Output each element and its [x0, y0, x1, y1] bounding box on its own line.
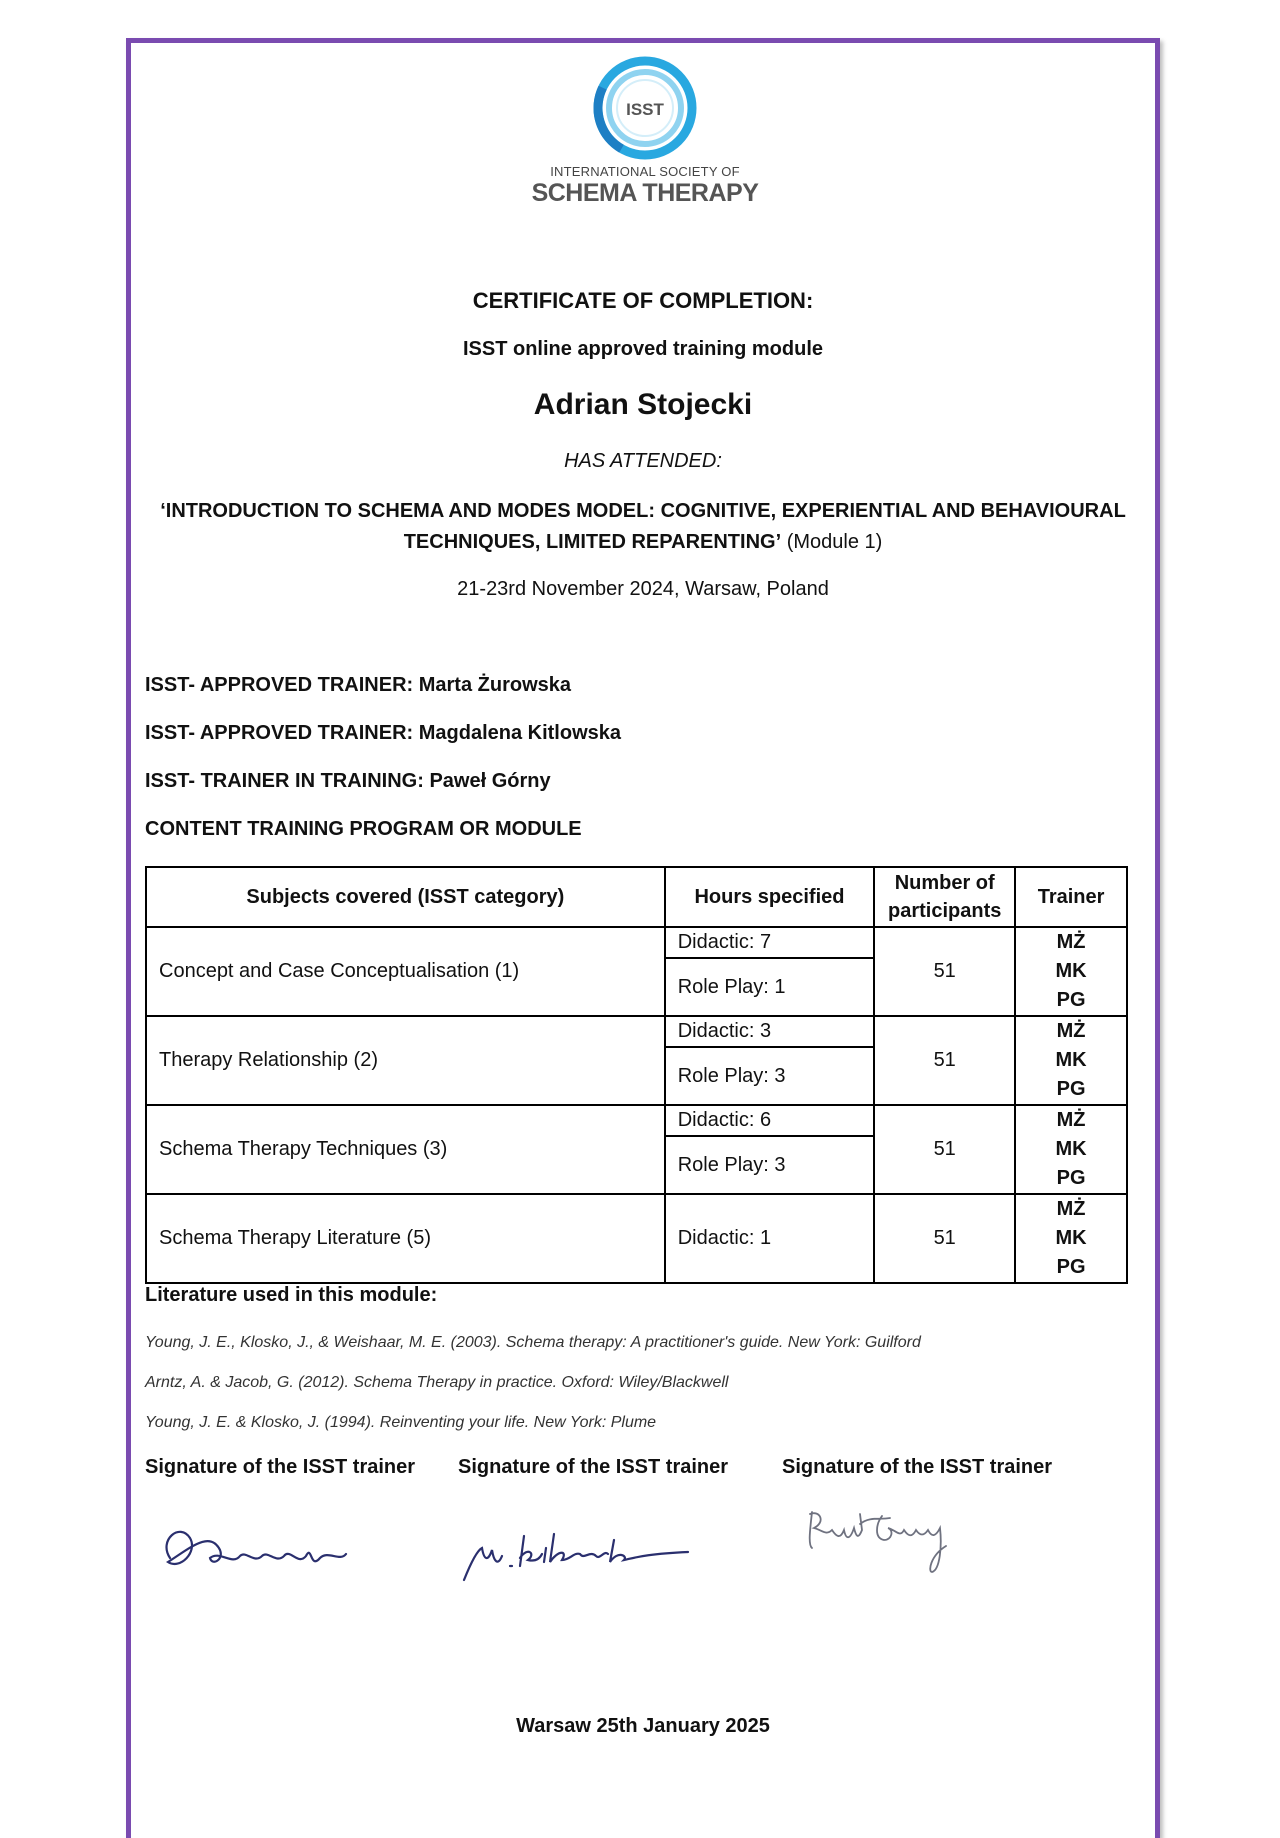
trainer-initials: MK	[1055, 1227, 1087, 1249]
recipient-name: Adrian Stojecki	[533, 388, 753, 421]
trainer-initials: PG	[1056, 1256, 1086, 1278]
hours-cell: Didactic: 6	[665, 1105, 875, 1136]
subject-cell: Concept and Case Conceptualisation (1)	[146, 927, 665, 1016]
signature-label-3: Signature of the ISST trainer	[782, 1456, 1053, 1478]
course-title-text: ‘INTRODUCTION TO SCHEMA AND MODES MODEL: COGNITIVE, EXPERIENTIAL AND BEHAVIOURAL TECHNIQUES, LIMITED REPARENTING’	[160, 500, 1126, 553]
hours-cell: Didactic: 3	[665, 1016, 875, 1047]
participants-cell: 51	[874, 1016, 1015, 1105]
logo-org-line2: SCHEMA THERAPY	[531, 179, 759, 207]
program-heading: CONTENT TRAINING PROGRAM OR MODULE	[145, 818, 582, 840]
signature-gorny	[800, 1500, 970, 1595]
place-and-date: Warsaw 25th January 2025	[516, 1715, 770, 1737]
signature-zurowska	[150, 1500, 360, 1595]
literature-ref: Arntz, A. & Jacob, G. (2012). Schema Therapy in practice. Oxford: Wiley/Blackwell	[145, 1374, 729, 1391]
subject-cell: Schema Therapy Literature (5)	[146, 1194, 665, 1283]
course-module: (Module 1)	[786, 531, 883, 553]
table-header: Subjects covered (ISST category)	[146, 867, 665, 927]
trainer-initials: MŻ	[1056, 1020, 1086, 1042]
trainer-cell	[1015, 1194, 1127, 1283]
course-title	[150, 496, 1136, 558]
hours-cell: Role Play: 3	[665, 1047, 875, 1105]
table-row	[146, 927, 1127, 958]
hours-cell: Didactic: 1	[665, 1194, 875, 1283]
isst-ring-icon	[520, 52, 770, 172]
participants-cell: 51	[874, 1194, 1015, 1283]
hours-cell: Role Play: 3	[665, 1136, 875, 1194]
trainer-cell	[1015, 1105, 1127, 1194]
trainer-line-2: ISST- APPROVED TRAINER: Magdalena Kitlowska	[145, 722, 622, 744]
literature-ref: Young, J. E. & Klosko, J. (1994). Reinventing your life. New York: Plume	[145, 1414, 657, 1431]
hours-cell: Role Play: 1	[665, 958, 875, 1016]
trainer-initials: MK	[1055, 1049, 1087, 1071]
literature-ref: Young, J. E., Klosko, J., & Weishaar, M. E. (2003). Schema therapy: A practitioner's guide. New York: Guilford	[145, 1334, 921, 1351]
course-dates: 21-23rd November 2024, Warsaw, Poland	[457, 578, 829, 600]
participants-cell: 51	[874, 927, 1015, 1016]
table-header: Number of participants	[874, 867, 1015, 927]
participants-cell: 51	[874, 1105, 1015, 1194]
subject-cell: Schema Therapy Techniques (3)	[146, 1105, 665, 1194]
trainer-initials: MK	[1055, 960, 1087, 982]
trainer-initials: PG	[1056, 1167, 1086, 1189]
trainer-line-1: ISST- APPROVED TRAINER: Marta Żurowska	[145, 674, 571, 696]
signature-label-2: Signature of the ISST trainer	[458, 1456, 729, 1478]
certificate-subtitle: ISST online approved training module	[462, 338, 824, 360]
table-row	[146, 1194, 1127, 1283]
trainer-cell	[1015, 1016, 1127, 1105]
trainer-initials: MŻ	[1056, 931, 1086, 953]
signature-kitlowska	[458, 1500, 698, 1595]
table-header: Hours specified	[665, 867, 875, 927]
certificate-title: CERTIFICATE OF COMPLETION:	[472, 288, 814, 313]
trainer-initials: MK	[1055, 1138, 1087, 1160]
logo-org-line1: INTERNATIONAL SOCIETY OF	[550, 164, 740, 179]
trainer-cell	[1015, 927, 1127, 1016]
svg-text:ISST: ISST	[626, 100, 664, 119]
trainer-initials: MŻ	[1056, 1198, 1086, 1220]
table-row	[146, 1016, 1127, 1047]
table-row	[146, 1105, 1127, 1136]
trainer-line-3: ISST- TRAINER IN TRAINING: Paweł Górny	[145, 770, 551, 792]
subject-cell: Therapy Relationship (2)	[146, 1016, 665, 1105]
table-header-row	[146, 867, 1127, 927]
attended-label: HAS ATTENDED:	[564, 450, 722, 472]
isst-logo	[520, 52, 770, 222]
program-table	[145, 866, 1128, 1284]
trainer-initials: PG	[1056, 1078, 1086, 1100]
trainer-initials: MŻ	[1056, 1109, 1086, 1131]
table-header: Trainer	[1015, 867, 1127, 927]
literature-heading: Literature used in this module:	[145, 1284, 438, 1306]
signature-label-1: Signature of the ISST trainer	[145, 1456, 416, 1478]
trainer-initials: PG	[1056, 989, 1086, 1011]
hours-cell: Didactic: 7	[665, 927, 875, 958]
